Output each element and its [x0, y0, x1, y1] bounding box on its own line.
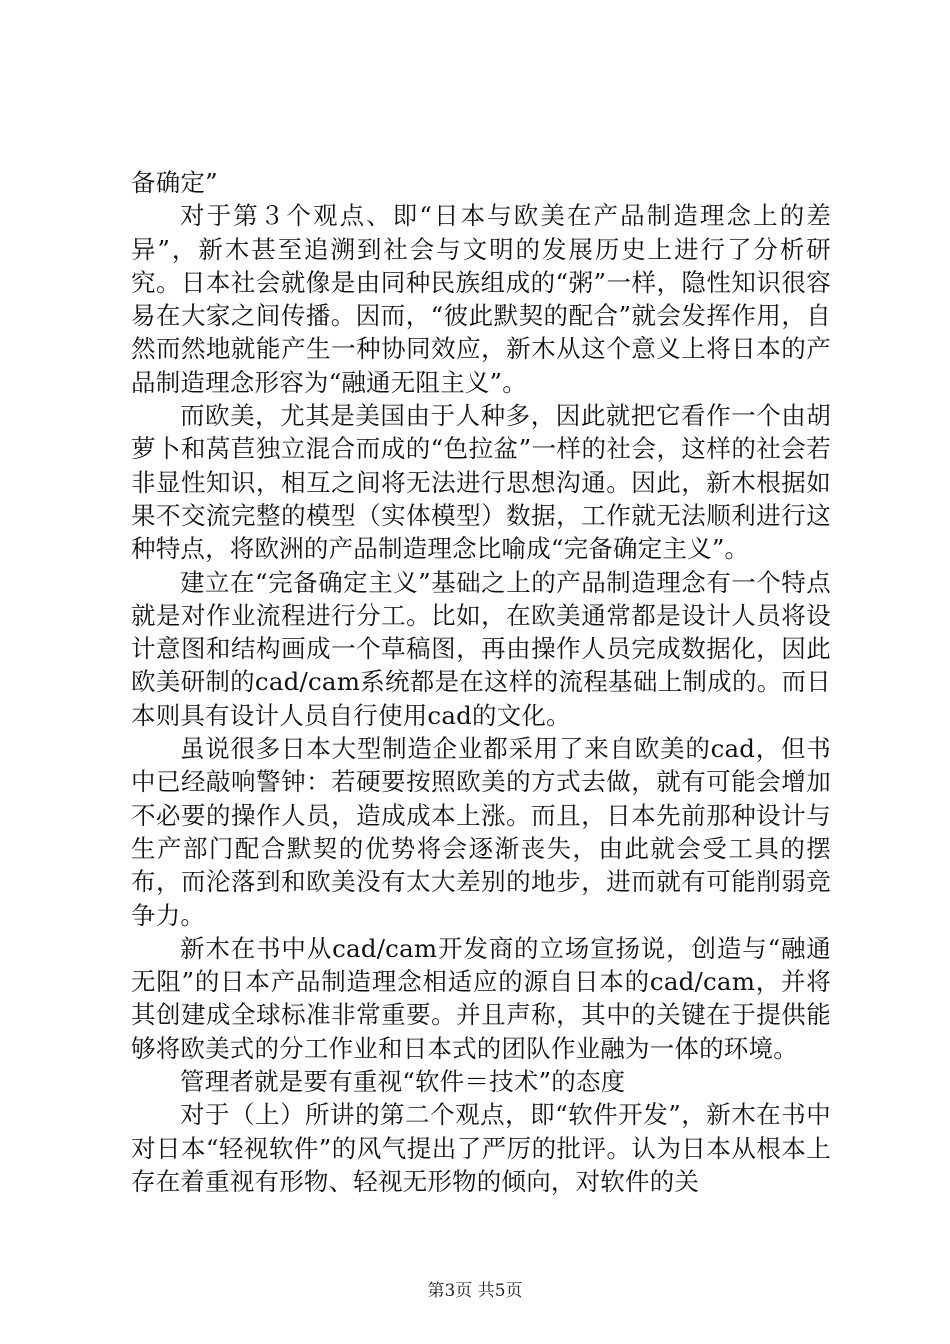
paragraph-continuation: 备确定” [131, 168, 218, 197]
paragraph: 而欧美，尤其是美国由于人种多，因此就把它看作一个由胡萝卜和莴苣独立混合而成的“色拉盆”一样的社会，这样的社会若非显性知识，相互之间将无法进行思想沟通。因此，新木根据如果不交流完整的模型（实体模型）数据，工作就无法顺利进行这种特点，将欧洲的产品制造理念比喻成“完备确定主义”。 [131, 401, 831, 564]
paragraph: 对于第３个观点、即“日本与欧美在产品制造理念上的差异”，新木甚至追溯到社会与文明的发展历史上进行了分析研究。日本社会就像是由同种民族组成的“粥”一样，隐性知识很容易在大家之间传播。因而，“彼此默契的配合”就会发挥作用，自然而然地就能产生一种协同效应，新木从这个意义上将日本的产品制造理念形容为“融通无阻主义”。 [131, 201, 831, 397]
section-heading: 管理者就是要有重视“软件＝技术”的态度 [180, 1067, 626, 1097]
page-number-footer: 第3页 共5页 [427, 1281, 523, 1301]
document-body [131, 166, 831, 1198]
paragraph: 虽说很多日本大型制造企业都采用了来自欧美的cad，但书中已经敲响警钟：若硬要按照欧美的方式去做，就有可能会增加不必要的操作人员，造成成本上涨。而且，日本先前那种设计与生产部门配合默契的优势将会逐渐丧失，由此就会受工具的摆布，而沦落到和欧美没有太大差别的地步，进而就有可能削弱竞争力。 [131, 734, 831, 930]
paragraph: 对于（上）所讲的第二个观点，即“软件开发”，新木在书中对日本“轻视软件”的风气提出了严厉的批评。认为日本从根本上存在着重视有形物、轻视无形物的倾向，对软件的关 [131, 1100, 831, 1196]
paragraph: 新木在书中从cad/cam开发商的立场宣扬说，创造与“融通无阻”的日本产品制造理念相适应的源自日本的cad/cam，并将其创建成全球标准非常重要。并且声称，其中的关键在于提供能够将欧美式的分工作业和日本式的团队作业融为一体的环境。 [131, 933, 831, 1063]
paragraph: 建立在“完备确定主义”基础之上的产品制造理念有一个特点就是对作业流程进行分工。比如，在欧美通常都是设计人员将设计意图和结构画成一个草稿图，再由操作人员完成数据化，因此欧美研制的cad/cam系统都是在这样的流程基础上制成的。而日本则具有设计人员自行使用cad的文化。 [131, 567, 831, 730]
